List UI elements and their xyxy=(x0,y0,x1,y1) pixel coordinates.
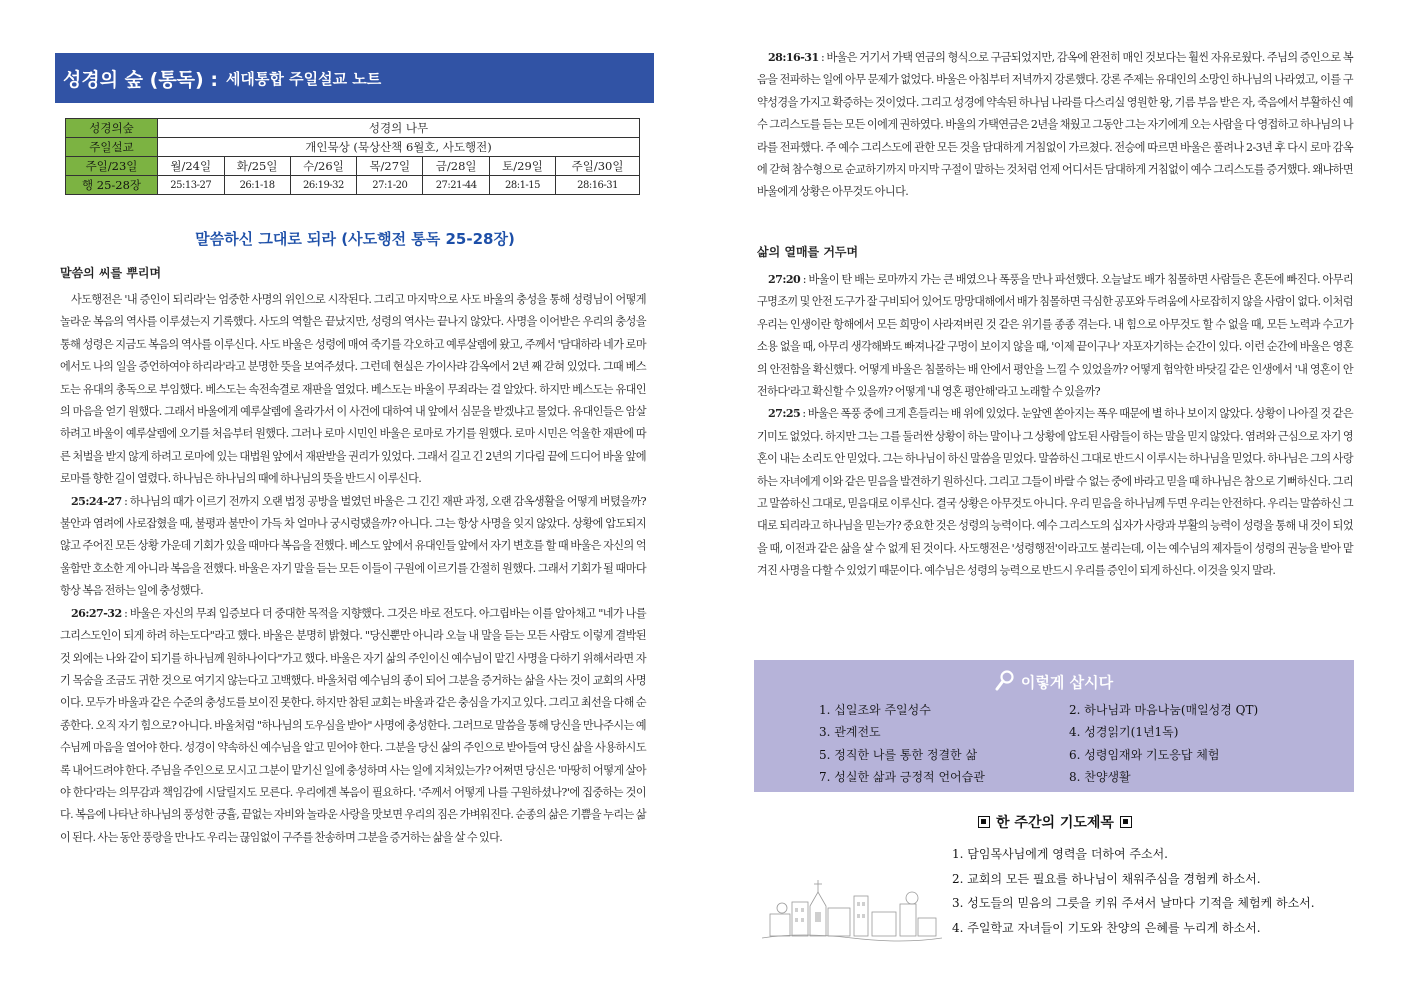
paragraph: 26:27-32 : 바울은 자신의 무죄 입증보다 더 중대한 목적을 지향했다. 그것은 바로 전도다. 아그립바는 이를 알아채고 "네가 나를 그리스도인이 되게 하려 하는도다"라고 했다. 바울은 분명히 밝혔다. "당신뿐만 아니라 오늘 내 말을 듣는 모든 사람도 이렇게 결박된 것 외에는 나와 같이 되기를 하나님께 원하나이다"가고 했다. 바울은 자기 삶의 주인이신 예수님이 맡긴 사명을 다하기 위해서라면 자기 목숨을 조금도 귀한 것으로 여기지 않는다고 고백했다. 바울처럼 예수님의 종이 되어 그분을 증거하는 삶을 사는 것이 교회의 사명이다. 모두가 바울과 같은 수준의 충성도를 보이진 못한다. 하지만 참된 교회는 바울과 같은 충심을 가지고 있다. 그리고 최선을 다해 순종한다. 오직 자기 힘으로? 아니다. 바울처럼 "하나님의 도우심을 받아" 사명에 충성한다. 그러므로 말씀을 통해 당신을 만나주시는 예수님께 마음을 열어야 한다. 성경이 약속하신 예수님을 알고 믿어야 한다. 그분을 당신 삶의 주인으로 받아들여 당신 삶을 사용하시도록 내어드려야 한다. 주님을 주인으로 모시고 그분이 맡기신 일에 충성하며 사는 일에 지쳐있는가? 어쩌면 당신은 '마땅히 어떻게 살아야 한다'라는 의무감과 책임감에 시달릴지도 모른다. 우리에겐 복음이 필요하다. '주께서 어떻게 나를 구원하셨나?'에 집중하는 것이다. 복음에 나타난 하나님의 풍성한 긍휼, 끝없는 자비와 놀라운 사랑을 맛보면 우리의 짐은 가벼워진다. 순종의 삶은 기쁨을 누리는 삶이 된다. 사는 동안 풍랑을 만나도 우리는 끊임없이 구주를 찬송하며 그분을 증거하는 삶을 살 수 있다. xyxy=(60,606,646,844)
live-list xyxy=(819,698,1319,788)
table-row xyxy=(66,157,640,176)
row-value: 성경의 나무 xyxy=(158,119,640,138)
passage-cell: 27:1-20 xyxy=(357,176,423,195)
header-banner xyxy=(55,53,654,103)
table-row xyxy=(66,138,640,157)
day-cell: 금/28일 xyxy=(423,157,490,176)
passage-cell: 26:19-32 xyxy=(290,176,357,195)
verse-ref: 27:25 xyxy=(768,407,801,421)
day-cell: 목/27일 xyxy=(357,157,423,176)
live-heading xyxy=(754,670,1354,696)
paragraph: 28:16-31 : 바울은 거기서 가택 연금의 형식으로 구금되었지만, 감옥에 완전히 매인 것보다는 훨씬 자유로웠다. 주님의 증인으로 복음을 전파하는 일에 아무 문제가 없었다. 바울은 아침부터 저녁까지 강론했다. 강론 주제는 유대인의 소망인 하나님의 나라였고, 이를 구약성경을 가지고 확증하는 것이었다. 그리고 성경에 약속된 하나님 나라를 다스리실 영원한 왕, 기름 부음 받은 자, 죽음에서 부활하신 예수 그리스도를 듣는 모든 이에게 권하였다. 바울의 가택연금은 2년을 채웠고 그동안 그는 자기에게 오는 사람을 다 영접하고 하나님의 나라를 전파했다. 주 예수 그리스도에 관한 모든 것을 담대하게 거침없이 가르쳤다. 전승에 따르면 바울은 풀려나 2-3년 후 다시 로마 감옥에 갇혀 참수형으로 순교하기까지 마지막 구절이 말하는 것처럼 언제 어디서든 담대하게 거침없이 예수 그리스도를 증거했다. 왜냐하면 바울에게 상황은 아무것도 아니다. xyxy=(757,51,1353,199)
row-label: 행 25-28장 xyxy=(66,176,158,195)
day-cell: 수/26일 xyxy=(290,157,357,176)
verse-ref: 25:24-27 xyxy=(71,494,122,508)
right-body-bottom xyxy=(757,269,1353,583)
paragraph: 25:24-27 : 하나님의 때가 이르기 전까지 오랜 법정 공방을 벌였던 바울은 그 긴긴 재판 과정, 오랜 감옥생활을 어떻게 버텼을까? 불안과 염려에 사로잡혔을 때, 불평과 불만이 가득 차 얼마나 궁시렁댔을까? 아니다. 그는 항상 사명을 잊지 않았다. 상황에 압도되지 않고 주어진 모든 상황 가운데 기회가 있을 때마다 복음을 전했다. 베스도 앞에서 유대인들 앞에서 자기 변호를 할 때 바울은 자신의 억울함만 호소한 게 아니라 복음을 전했다. 바울은 자기 말을 듣는 모든 이들이 구원에 이르기를 간절히 원했다. 그래서 기회가 될 때마다 항상 복음 전하는 일에 충성했다. xyxy=(60,494,646,598)
passage-cell: 27:21-44 xyxy=(423,176,490,195)
section-title: 말씀의 씨를 뿌리며 xyxy=(60,266,162,280)
paragraph-text: 바울은 자신의 무죄 입증보다 더 중대한 목적을 지향했다. 그것은 바로 전도다. 아그립바는 이를 알아채고 "네가 나를 그리스도인이 되게 하려 하는도다"라고 했다. 바울은 분명히 밝혔다. "당신뿐만 아니라 오늘 내 말을 듣는 모든 사람도 이렇게 결박된 것 외에는 나와 같이 되기를 하나님께 원하나이다"가고 했다. 바울은 자기 삶의 주인이신 예수님이 맡긴 사명을 다하기 위해서라면 자기 목숨을 조금도 귀한 것으로 여기지 않는다고 고백했다. 바울처럼 예수님의 종이 되어 그분을 증거하는 삶을 사는 것이 교회의 사명이다. 모두가 바울과 같은 수준의 충성도를 보이진 못한다. 하지만 참된 교회는 바울과 같은 충심을 가지고 있다. 그리고 최선을 다해 순종한다. 오직 자기 힘으로? 아니다. 바울처럼 "하나님의 도우심을 받아" 사명에 충성한다. 그러므로 말씀을 통해 당신을 만나주시는 예수님께 마음을 열어야 한다. 성경이 약속하신 예수님을 알고 믿어야 한다. 그분을 당신 삶의 주인으로 받아들여 당신 삶을 사용하시도록 내어드려야 한다. 주님을 주인으로 모시고 그분이 맡기신 일에 충성하며 사는 일에 지쳐있는가? 어쩌면 당신은 '마땅히 어떻게 살아야 한다'라는 의무감과 책임감에 시달릴지도 모른다. 우리에겐 복음이 필요하다. '주께서 어떻게 나를 구원하셨나?'에 집중하는 것이다. 복음에 나타난 하나님의 풍성한 긍휼, 끝없는 자비와 놀라운 사랑을 맛보면 우리의 짐은 가벼워진다. 순종의 삶은 기쁨을 누리는 삶이 된다. 사는 동안 풍랑을 만나도 우리는 끊임없이 구주를 찬송하며 그분을 증거하는 삶을 살 수 있다. xyxy=(60,606,646,844)
right-body-top xyxy=(757,47,1353,204)
list-item: 1. 담임목사님에게 영력을 더하여 주소서. xyxy=(952,847,1168,861)
passage-cell: 28:1-15 xyxy=(489,176,555,195)
list-item: 5. 정직한 나를 통한 정결한 삶 xyxy=(819,747,978,762)
church-illustration-icon xyxy=(762,862,942,942)
list-item: 1. 십일조와 주일성수 xyxy=(819,702,931,717)
paragraph: 사도행전은 '내 증인이 되리라'는 엄중한 사명의 위인으로 시작된다. 그리고 마지막으로 사도 바울의 충성을 통해 성령님이 어떻게 놀라운 복음의 역사를 이루셨는지 기록했다. 사도의 역할은 끝났지만, 성령의 역사는 끝나지 않았다. 사명을 이어받은 우리의 충성을 통해 성령은 지금도 복음의 역사를 이루신다. 사도 바울은 성령에 매여 죽기를 각오하고 예루살렘에 왔고, 주께서 '담대하라 네가 로마에서도 나의 일을 증언하여야 하리라'라고 분명한 뜻을 보여주셨다. 그런데 현실은 가이사랴 감옥에서 2년 째 갇혀 있었다. 그때 베스도는 유대의 총독으로 부임했다. 베스도는 속전속결로 재판을 열었다. 베스도는 바울이 무죄라는 걸 알았다. 하지만 베스도는 유대인의 마음을 얻기 원했다. 그래서 바울에게 예루살렘에 올라가서 이 사건에 대하여 내 앞에서 심문을 받겠냐고 물었다. 유대인들은 암살하려고 바울이 예루살렘에 오기를 처음부터 원했다. 그러나 로마 시민인 바울은 로마로 가기를 원했다. 로마 시민은 억울한 재판에 따른 처벌을 받지 않게 하려고 로마에 있는 대법원 앞에서 재판받을 권리가 있었다. 그래서 길고 긴 2년의 기다림 끝에 드디어 바울 앞에 로마를 향한 길이 열렸다. 하나님은 하나님의 때에 하나님의 뜻을 반드시 이루신다. xyxy=(60,293,646,486)
square-bullet-icon xyxy=(978,816,990,828)
left-body xyxy=(60,289,646,849)
row-label: 주일설교 xyxy=(66,138,158,157)
paragraph-text: 바울이 탄 배는 로마까지 가는 큰 배였으나 폭풍을 만나 파선했다. 오늘날도 배가 침몰하면 사람들은 혼돈에 빠진다. 아무리 구명조끼 및 안전 도구가 잘 구비되어 있어도 망망대해에서 배가 침몰하면 극심한 공포와 두려움에 사로잡히지 않을 사람이 없다. 이처럼 우리는 인생이란 항해에서 모든 희망이 사라져버린 것 같은 위기를 종종 겪는다. 내 힘으로 아무것도 할 수 없을 때, 모든 노력과 수고가 소용 없을 때, 아무리 생각해봐도 빠져나갈 구멍이 보이지 않을 때, '이제 끝이구나' 자포자기하는 순간이 있다. 이런 순간에 바울은 영혼의 안전함을 확신했다. 어떻게 바울은 침몰하는 배 안에서 평안을 느낄 수 있었을까? 어떻게 험악한 바닷길 같은 인생에서 '내 영혼이 안전하다'라고 확신할 수 있을까? 어떻게 '내 영혼 평안해'라고 노래할 수 있을까? xyxy=(757,273,1354,399)
verse-ref: 27:20 xyxy=(768,273,801,286)
schedule-table xyxy=(65,118,640,195)
header-title: 성경의 숲 (통독) : xyxy=(63,68,218,91)
list-item: 2. 하나님과 마음나눔(매일성경 QT) xyxy=(1069,702,1259,717)
day-cell: 토/29일 xyxy=(489,157,555,176)
prayer-title: 한 주간의 기도제목 xyxy=(996,815,1114,831)
square-bullet-icon xyxy=(1120,816,1132,828)
prayer-list xyxy=(952,842,1352,940)
sermon-title: 말씀하신 그대로 되라 (사도행전 통독 25-28장) xyxy=(195,230,515,248)
list-item: 3. 관계전도 xyxy=(819,725,881,740)
paragraph: 27:25 : 바울은 폭풍 중에 크게 흔들리는 배 위에 있었다. 눈앞엔 쏟아지는 폭우 때문에 별 하나 보이지 않았다. 상황이 나아질 것 같은 기미도 없었다. 하지만 그는 그를 둘러싼 상황이 하는 말이나 그 상황에 압도된 사람들이 하는 말을 믿지 않았다. 염려와 근심으로 자기 영혼이 내는 소리도 안 믿었다. 그는 하나님이 하신 말씀을 믿었다. 말씀하신 그대로 반드시 이루시는 하나님을 믿었다. 하나님은 그의 사랑하는 자녀에게 이와 같은 믿음을 발견하기 원하신다. 그리고 그들이 바랄 수 없는 중에 바라고 믿을 때 하나님은 참으로 기뻐하신다. 그리고 말씀하신 그대로, 믿음대로 이루신다. 결국 상황은 아무것도 아니다. 우리 믿음을 하나님께 두면 우리는 안전하다. 우리는 말씀하신 그대로 되리라고 하나님을 믿는가? 중요한 것은 성령의 능력이다. 예수 그리스도의 십자가 사랑과 부활의 능력이 성령을 통해 내 것이 되었을 때, 이전과 같은 삶을 살 수 없게 된 것이다. 사도행전은 '성령행전'이라고도 불리는데, 이는 예수님의 제자들이 성령의 권능을 받아 맡겨진 사명을 다할 수 있었기 때문이다. 예수님은 성령의 능력으로 반드시 우리를 증인이 되게 하신다. 이것을 잊지 말라. xyxy=(757,407,1354,578)
list-item: 7. 성실한 삶과 긍정적 언어습관 xyxy=(819,770,985,785)
day-cell: 주일/30일 xyxy=(556,157,640,176)
list-item: 4. 성경읽기(1년1독) xyxy=(1069,725,1179,740)
list-item: 2. 교회의 모든 필요를 하나님이 채워주심을 경험케 하소서. xyxy=(952,871,1261,886)
passage-cell: 25:13-27 xyxy=(158,176,225,195)
day-cell: 월/24일 xyxy=(158,157,225,176)
magnifier-icon xyxy=(995,670,1015,696)
prayer-heading xyxy=(755,812,1355,832)
paragraph-text: 바울은 거기서 가택 연금의 형식으로 구금되었지만, 감옥에 완전히 매인 것보다는 훨씬 자유로웠다. 주님의 증인으로 복음을 전파하는 일에 아무 문제가 없었다. 바울은 아침부터 저녁까지 강론했다. 강론 주제는 유대인의 소망인 하나님의 나라였고, 이를 구약성경을 가지고 확증하는 것이었다. 그리고 성경에 약속된 하나님 나라를 다스리실 영원한 왕, 기름 부음 받은 자, 죽음에서 부활하신 예수 그리스도를 듣는 모든 이에게 권하였다. 바울의 가택연금은 2년을 채웠고 그동안 그는 자기에게 오는 사람을 다 영접하고 하나님의 나라를 전파했다. 주 예수 그리스도에 관한 모든 것을 담대하게 거침없이 가르쳤다. 전승에 따르면 바울은 풀려나 2-3년 후 다시 로마 감옥에 갇혀 참수형으로 순교하기까지 마지막 구절이 말하는 것처럼 언제 어디서든 담대하게 거침없이 예수 그리스도를 증거했다. 왜냐하면 바울에게 상황은 아무것도 아니다. xyxy=(757,51,1353,199)
section-title: 삶의 열매를 거두며 xyxy=(757,245,859,259)
list-item: 6. 성령임재와 기도응답 체험 xyxy=(1069,747,1220,762)
row-value: 개인묵상 (묵상산책 6월호, 사도행전) xyxy=(158,138,640,157)
day-cell: 화/25일 xyxy=(224,157,290,176)
row-label: 주일/23일 xyxy=(66,157,158,176)
verse-ref: 28:16-31 xyxy=(768,51,819,64)
verse-ref: 26:27-32 xyxy=(71,606,122,620)
passage-cell: 28:16-31 xyxy=(556,176,640,195)
paragraph-text: 하나님의 때가 이르기 전까지 오랜 법정 공방을 벌였던 바울은 그 긴긴 재판 과정, 오랜 감옥생활을 어떻게 버텼을까? 불안과 염려에 사로잡혔을 때, 불평과 불만이 가득 차 얼마나 궁시렁댔을까? 아니다. 그는 항상 사명을 잊지 않았다. 상황에 압도되지 않고 주어진 모든 상황 가운데 기회가 있을 때마다 복음을 전했다. 베스도 앞에서 유대인들 앞에서 자기 변호를 할 때 바울은 자신의 억울함만 호소한 게 아니라 복음을 전했다. 바울은 자기 말을 듣는 모든 이들이 구원에 이르기를 간절히 원했다. 그래서 기회가 될 때마다 항상 복음 전하는 일에 충성했다. xyxy=(60,494,646,598)
table-row xyxy=(66,119,640,138)
list-item: 4. 주일학교 자녀들이 기도와 찬양의 은혜를 누리게 하소서. xyxy=(952,920,1261,935)
table-row xyxy=(66,176,640,195)
live-box xyxy=(754,660,1354,792)
live-title: 이렇게 삽시다 xyxy=(1020,673,1114,692)
list-item: 3. 성도들의 믿음의 그릇을 키워 주셔서 날마다 기적을 체험케 하소서. xyxy=(952,896,1315,910)
list-item: 8. 찬양생활 xyxy=(1069,770,1131,785)
header-subtitle: 세대통합 주일설교 노트 xyxy=(225,69,382,88)
paragraph-text: 바울은 폭풍 중에 크게 흔들리는 배 위에 있었다. 눈앞엔 쏟아지는 폭우 때문에 별 하나 보이지 않았다. 상황이 나아질 것 같은 기미도 없었다. 하지만 그는 그를 둘러싼 상황이 하는 말이나 그 상황에 압도된 사람들이 하는 말을 믿지 않았다. 염려와 근심으로 자기 영혼이 내는 소리도 안 믿었다. 그는 하나님이 하신 말씀을 믿었다. 말씀하신 그대로 반드시 이루시는 하나님을 믿었다. 하나님은 그의 사랑하는 자녀에게 이와 같은 믿음을 발견하기 원하신다. 그리고 그들이 바랄 수 없는 중에 바라고 믿을 때 하나님은 참으로 기뻐하신다. 그리고 말씀하신 그대로, 믿음대로 이루신다. 결국 상황은 아무것도 아니다. 우리 믿음을 하나님께 두면 우리는 안전하다. 우리는 말씀하신 그대로 되리라고 하나님을 믿는가? 중요한 것은 성령의 능력이다. 예수 그리스도의 십자가 사랑과 부활의 능력이 성령을 통해 내 것이 되었을 때, 이전과 같은 삶을 살 수 없게 된 것이다. 사도행전은 '성령행전'이라고도 불리는데, 이는 예수님의 제자들이 성령의 권능을 받아 맡겨진 사명을 다할 수 있었기 때문이다. 예수님은 성령의 능력으로 반드시 우리를 증인이 되게 하신다. 이것을 잊지 말라. xyxy=(757,407,1354,578)
row-label: 성경의숲 xyxy=(66,119,158,138)
paragraph: 27:20 : 바울이 탄 배는 로마까지 가는 큰 배였으나 폭풍을 만나 파선했다. 오늘날도 배가 침몰하면 사람들은 혼돈에 빠진다. 아무리 구명조끼 및 안전 도구가 잘 구비되어 있어도 망망대해에서 배가 침몰하면 극심한 공포와 두려움에 사로잡히지 않을 사람이 없다. 이처럼 우리는 인생이란 항해에서 모든 희망이 사라져버린 것 같은 위기를 종종 겪는다. 내 힘으로 아무것도 할 수 없을 때, 모든 노력과 수고가 소용 없을 때, 아무리 생각해봐도 빠져나갈 구멍이 보이지 않을 때, '이제 끝이구나' 자포자기하는 순간이 있다. 이런 순간에 바울은 영혼의 안전함을 확신했다. 어떻게 바울은 침몰하는 배 안에서 평안을 느낄 수 있었을까? 어떻게 험악한 바닷길 같은 인생에서 '내 영혼이 안전하다'라고 확신할 수 있을까? 어떻게 '내 영혼 평안해'라고 노래할 수 있을까? xyxy=(757,273,1354,399)
passage-cell: 26:1-18 xyxy=(224,176,290,195)
